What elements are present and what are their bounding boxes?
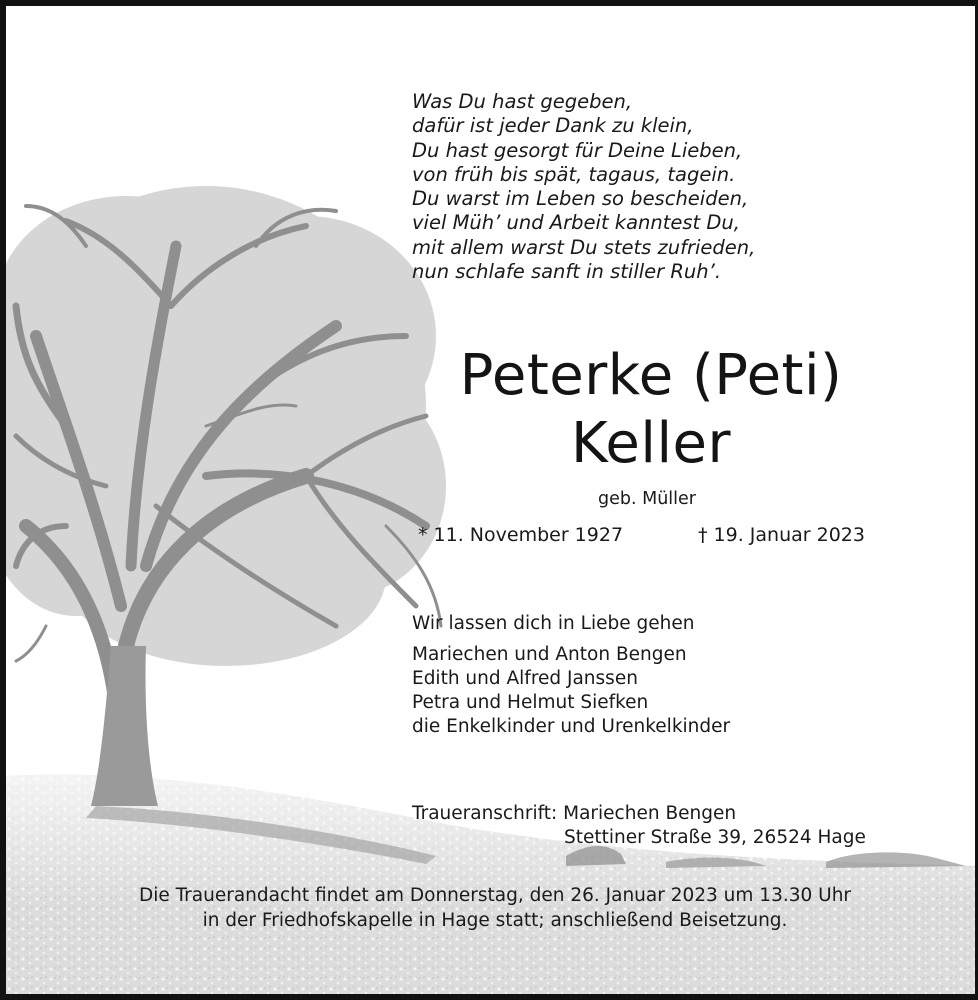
poem-line: mit allem warst Du stets zufrieden, bbox=[412, 235, 756, 259]
mourner-name: Edith und Alfred Janssen bbox=[412, 668, 638, 689]
poem-line: nun schlafe sanft in stiller Ruh’. bbox=[412, 260, 722, 284]
poem-line: Was Du hast gegeben, bbox=[412, 90, 633, 113]
mourner-name: Petra und Helmut Siefken bbox=[412, 692, 649, 713]
mourner-name: die Enkelkinder und Urenkelkinder bbox=[412, 716, 731, 737]
mourning-address-line1: Traueranschrift: Mariechen Bengen bbox=[412, 803, 737, 824]
poem-line: viel Müh’ und Arbeit kanntest Du, bbox=[412, 211, 740, 235]
mourning-address-line2: Stettiner Straße 39, 26524 Hage bbox=[564, 827, 866, 848]
deceased-name-last: Keller bbox=[571, 411, 731, 476]
mourners-intro: Wir lassen dich in Liebe gehen bbox=[412, 613, 695, 634]
poem-line: dafür ist jeder Dank zu klein, bbox=[412, 114, 694, 138]
maiden-name: geb. Müller bbox=[598, 489, 696, 509]
death-date: † 19. Januar 2023 bbox=[698, 524, 865, 546]
service-info-line1: Die Trauerandacht findet am Donnerstag, den 26. Januar 2023 um 13.30 Uhr bbox=[138, 885, 852, 906]
service-info-line2: in der Friedhofskapelle in Hage statt; anschließend Beisetzung. bbox=[202, 910, 788, 931]
poem-line: Du warst im Leben so bescheiden, bbox=[412, 187, 749, 211]
poem-line: von früh bis spät, tagaus, tagein. bbox=[412, 162, 736, 186]
mourner-name: Mariechen und Anton Bengen bbox=[412, 644, 687, 665]
poem bbox=[412, 90, 755, 284]
deceased-name-first: Peterke (Peti) bbox=[459, 343, 843, 408]
poem-line: Du hast gesorgt für Deine Lieben, bbox=[412, 138, 743, 162]
birth-date: * 11. November 1927 bbox=[418, 524, 624, 546]
